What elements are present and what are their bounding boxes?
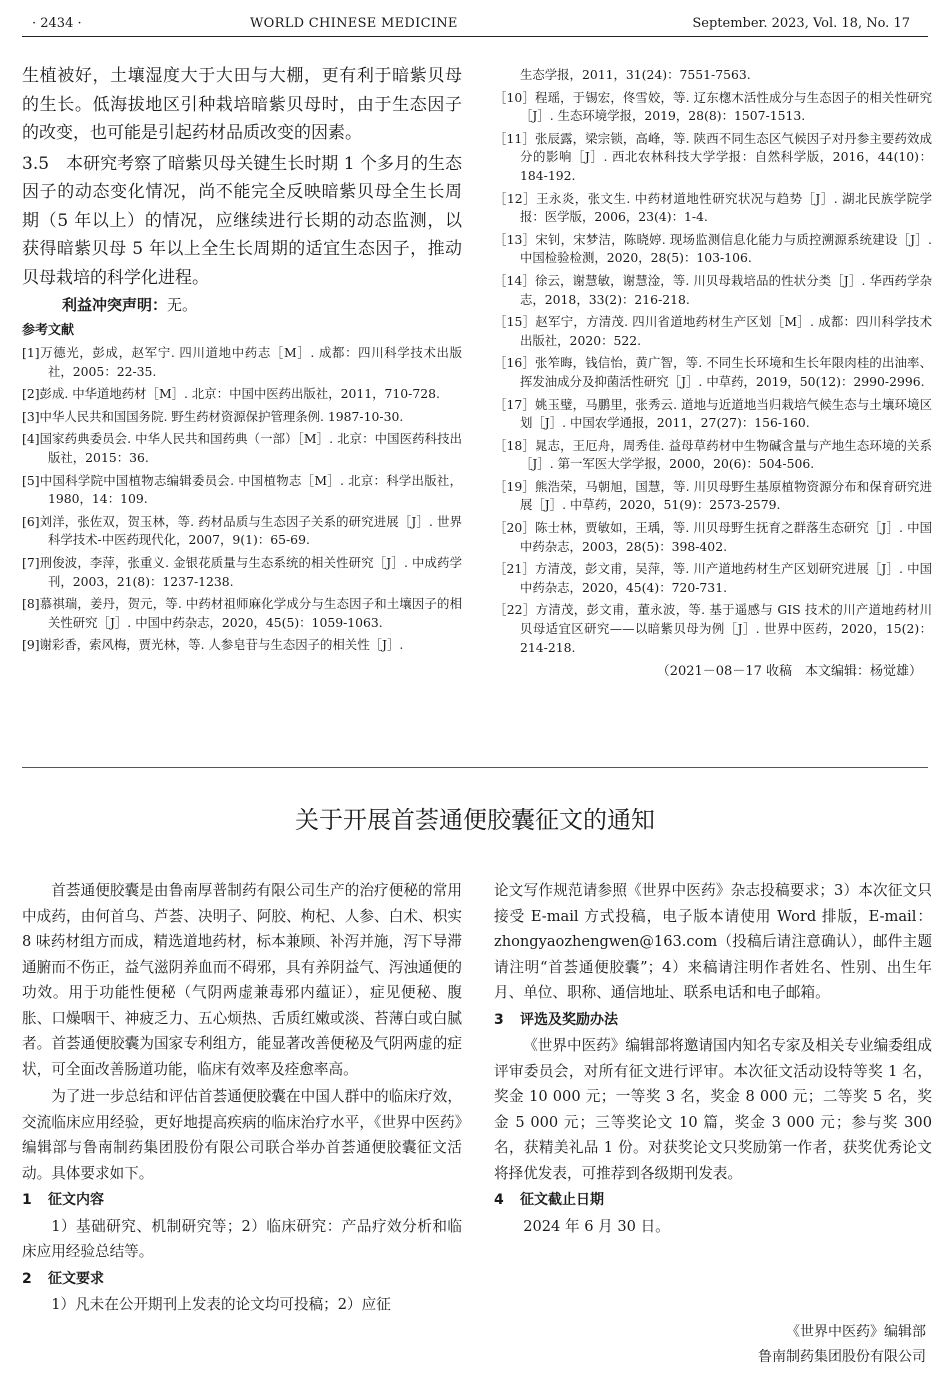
section-heading-content: 1 征文内容 (22, 1192, 104, 1208)
section-heading-awards: 3 评选及奖励办法 (494, 1011, 618, 1028)
reference-item: [8]慕祺瑞，姜丹，贺元，等. 中药材祖师麻化学成分与生态因子和土壤因子的相关性研究［J］. 中国中药杂志，2020，45(5)：1059-1063. (22, 596, 462, 630)
coi-label: 利益冲突声明： (62, 296, 168, 314)
issue-info: September. 2023, Vol. 18, No. 17 (692, 16, 910, 31)
notice-title: 关于开展首荟通便胶囊征文的通知 (295, 806, 655, 834)
section-text-requirements-cont: 论文写作规范请参照《世界中医药》杂志投稿要求；3）本次征文只接受 E-mail 方式投稿，电子版本请使用 Word 排版，E-mail：zhongyaozhengwen@163.com（投稿后请注意确认），邮件主题请注明“首荟通便胶囊”；4）来稿请注明作者姓名、性别、出生年月、单位、职称、通信地址、联系电话和电子邮箱。 (494, 882, 932, 1001)
notice-left-column (22, 878, 462, 1318)
right-column (494, 66, 932, 682)
reference-item: ［20］陈士林，贾敏如，王瑀，等. 川贝母野生抚育之群落生态研究［J］. 中国中药杂志，2003，28(5)：398-402. (494, 520, 932, 554)
notice-right-column (494, 878, 932, 1239)
reference-item: ［21］方清茂，彭文甫，吴萍，等. 川产道地药材生产区划研究进展［J］. 中国中药杂志，2020，45(4)：720-731. (494, 561, 932, 595)
reference-item: [2]彭成. 中华道地药材［M］. 北京：中国中医药出版社，2011，710-728. (22, 386, 440, 402)
reference-item: ［14］徐云，谢慧敏，谢慧淦，等. 川贝母栽培品的性状分类［J］. 华西药学杂志，2018，33(2)：216-218. (494, 272, 932, 307)
notice-signature (494, 1320, 932, 1370)
reference-item: ［12］王永炎，张文生. 中药材道地性研究状况与趋势［J］. 湖北民族学院学报：医学版，2006，23(4)：1-4. (494, 190, 932, 225)
reference-item: [5]中国科学院中国植物志编辑委员会. 中国植物志［M］. 北京：科学出版社，1980，14：109. (22, 472, 462, 507)
reference-item: ［18］晁志，王厄舟，周秀佳. 益母草药材中生物碱含量与产地生态环境的关系［J］. 第一军医大学学报，2000，20(6)：504-506. (494, 437, 932, 472)
reference-item: [9]谢彩香，索风梅，贾光林，等. 人参皂苷与生态因子的相关性［J］. (22, 637, 404, 653)
body-paragraph: 生植被好，土壤湿度大于大田与大棚，更有利于暗紫贝母的生长。低海拔地区引种栽培暗紫贝母时，由于生态因子的改变，也可能是引起药材品质改变的因素。 (22, 66, 462, 143)
section-text-awards: 《世界中医药》编辑部将邀请国内知名专家及相关专业编委组成评审委员会，对所有征文进行评审。本次征文活动设特等奖 1 名，奖金 10 000 元；一等奖 3 名，奖金 8 000 元；二等奖 5 名，奖金 5 000 元；三等奖论文 10 篇，奖金 3 000 元；参与奖 300 名，获精美礼品 1 份。对获奖论文只奖励第一作者，获奖优秀论文将择优发表，可推荐到各级期刊发表。 (494, 1037, 932, 1182)
notice-intro-paragraph: 首荟通便胶囊是由鲁南厚普制药有限公司生产的治疗便秘的常用中成药，由何首乌、芦荟、决明子、阿胶、枸杞、人参、白术、枳实 8 味药材组方而成，精选道地药材，标本兼顾、补泻并施，泻下导滞通腑而不伤正，益气滋阴养血而不碍邪，具有养阴益气、泻浊通便的功效。用于功能性便秘（气阴两虚兼毒邪内蕴证），症见便秘、腹胀、口燥咽干、神疲乏力、五心烦热、舌质红嫩或淡、苔薄白或白腻者。首荟通便胶囊为国家专利组方，能显著改善便秘及气阴两虚的症状，可全面改善肠道功能，临床有效率及痊愈率高。 (22, 882, 462, 1078)
page-number: · 2434 · (32, 16, 82, 31)
references-heading: 参考文献 (22, 323, 75, 338)
signature-editorial-office: 《世界中医药》编辑部 (786, 1324, 926, 1340)
reference-item: [6]刘洋，张佐双，贺玉林，等. 药材品质与生态因子关系的研究进展［J］. 世界科学技术-中医药现代化，2007，9(1)：65-69. (22, 513, 462, 548)
signature-company: 鲁南制药集团股份有限公司 (758, 1349, 926, 1365)
reference-item: ［15］赵军宁，方清茂. 四川省道地药材生产区划［M］. 成都：四川科学技术出版社，2020：522. (494, 314, 932, 348)
references-list-left (22, 344, 462, 655)
reference-item: ［17］姚玉璧，马鹏里，张秀云. 道地与近道地当归栽培气候生态与土壤环境区划［J］. 中国农学通报，2011，27(27)：156-160. (494, 396, 932, 431)
reference-continuation: 生态学报，2011，31(24)：7551-7563. (520, 67, 751, 82)
reference-item: ［16］张笮晦，钱信怡，黄广智，等. 不同生长环境和生长年限肉桂的出油率、挥发油成分及抑菌活性研究［J］. 中草药，2019，50(12)：2990-2996. (494, 355, 932, 389)
reference-item: ［13］宋钊，宋梦洁，陈晓婷. 现场监测信息化能力与质控溯源系统建设［J］. 中国检验检测，2020，28(5)：103-106. (494, 231, 932, 266)
notice-intro-paragraph: 为了进一步总结和评估首荟通便胶囊在中国人群中的临床疗效，交流临床应用经验，更好地提高疾病的临床治疗水平，《世界中医药》编辑部与鲁南制药集团股份有限公司联合举办首荟通便胶囊征文活动。具体要求如下。 (22, 1088, 462, 1182)
reference-item: ［19］熊浩荣，马朝旭，国慧，等. 川贝母野生基原植物资源分布和保育研究进展［J］. 中草药，2020，51(9)：2573-2579. (494, 478, 932, 513)
section-divider (22, 767, 928, 768)
section-heading-requirements: 2 征文要求 (22, 1270, 104, 1287)
reference-item: [4]国家药典委员会. 中华人民共和国药典（一部）［M］. 北京：中国医药科技出版社，2015：36. (22, 431, 462, 465)
reference-item: ［11］张辰露，梁宗锁，高峰，等. 陕西不同生态区气候因子对丹参主要药效成分的影响［J］. 西北农林科技大学学报：自然科学版，2016，44(10)：184-192. (494, 130, 932, 183)
reference-item: ［22］方清茂，彭文甫，董永波，等. 基于遥感与 GIS 技术的川产道地药材川贝母适宜区研究——以暗紫贝母为例［J］. 世界中医药，2020，15(2)：214-218. (494, 602, 932, 655)
received-note: （2021－08－17 收稿 本文编辑：杨觉雄） (656, 664, 922, 680)
left-column (22, 62, 462, 659)
section-text-requirements: 1）凡未在公开期刊上发表的论文均可投稿；2）应征 (51, 1296, 391, 1313)
reference-item: [7]刑俊波，李萍，张重义. 金银花质量与生态系统的相关性研究［J］. 中成药学刊，2003，21(8)：1237-1238. (22, 554, 462, 589)
body-paragraph-3-5: 3.5 本研究考察了暗紫贝母关键生长时期 1 个多月的生态因子的动态变化情况，尚不能完全反映暗紫贝母全生长周期（5 年以上）的情况，应继续进行长期的动态监测，以获得暗紫贝母 5 年以上全生长周期的适宜生态因子，推动贝母栽培的科学化进程。 (22, 153, 462, 288)
running-header (22, 10, 928, 37)
conflict-of-interest (62, 294, 462, 315)
reference-item: [1]万德光，彭成，赵军宁. 四川道地中药志［M］. 成都：四川科学技术出版社，2005：22-35. (22, 345, 462, 379)
reference-item: [3]中华人民共和国国务院. 野生药材资源保护管理条例. 1987-10-30. (22, 408, 404, 424)
section-text-content: 1）基础研究、机制研究等；2）临床研究：产品疗效分析和临床应用经验总结等。 (22, 1217, 462, 1260)
reference-item: ［10］程瑶，于锡宏，佟雪姣，等. 辽东楤木活性成分与生态因子的相关性研究［J］. 生态环境学报，2019，28(8)：1507-1513. (494, 89, 932, 124)
journal-name: WORLD CHINESE MEDICINE (250, 16, 458, 31)
section-heading-deadline: 4 征文截止日期 (494, 1192, 604, 1208)
section-text-deadline: 2024 年 6 月 30 日。 (523, 1217, 670, 1235)
coi-value: 无。 (167, 296, 198, 314)
